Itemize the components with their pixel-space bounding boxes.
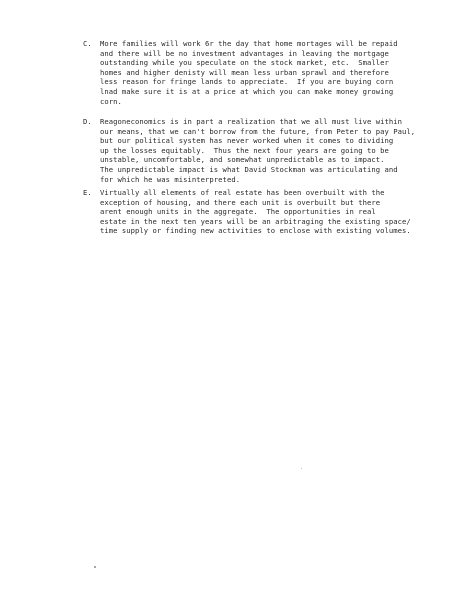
text-line: Virtually all elements of real estate has been overbuilt with the [100, 188, 385, 197]
item-paragraph [100, 117, 455, 184]
text-line: The unpredictable impact is what David Stockman was articulating and [100, 164, 398, 174]
text-line: estate in the next ten years will be an arbitraging the existing space/ [100, 216, 411, 226]
text-line: lnad make sure it is at a price at which you can make money growing [100, 86, 394, 96]
text-line: corn. [100, 96, 122, 106]
item-letter: D. [83, 117, 92, 126]
scan-speck [94, 566, 96, 568]
text-line: time supply or finding new activities to enclose with existing volumes. [100, 226, 411, 236]
item-paragraph [100, 39, 455, 106]
item-letter: E. [83, 188, 92, 197]
text-line: and there will be no investment advantages in leaving the mortgage [100, 48, 389, 58]
text-line: exception of housing, and there each unit is overbuilt but there [100, 197, 381, 207]
text-line: outstanding while you speculate on the stock market, etc. Smaller [100, 58, 389, 68]
text-line: Reagoneconomics is in part a realization that we all must live within [100, 117, 403, 126]
text-line: More families will work 6r the day that home mortages will be repaid [100, 39, 398, 48]
text-line: for which he was misinterpreted. [100, 174, 241, 184]
item-paragraph [100, 188, 455, 236]
text-line: up the losses equitably. Thus the next four years are going to be [100, 145, 389, 155]
text-line: arent enough units in the aggregate. The opportunities in real [100, 207, 376, 217]
scan-speck [301, 468, 302, 469]
item-letter: C. [83, 39, 92, 48]
text-line: less reason for fringe lands to appreciate. If you are buying corn [100, 77, 394, 87]
text-line: but our political system has never worked when it comes to dividing [100, 136, 394, 146]
text-line: homes and higher denisty will mean less urban sprawl and therefore [100, 67, 389, 77]
text-line: our means, that we can't borrow from the future, from Peter to pay Paul, [100, 126, 416, 136]
text-line: unstable, uncomfortable, and somewhat unpredictable as to impact. [100, 155, 385, 165]
